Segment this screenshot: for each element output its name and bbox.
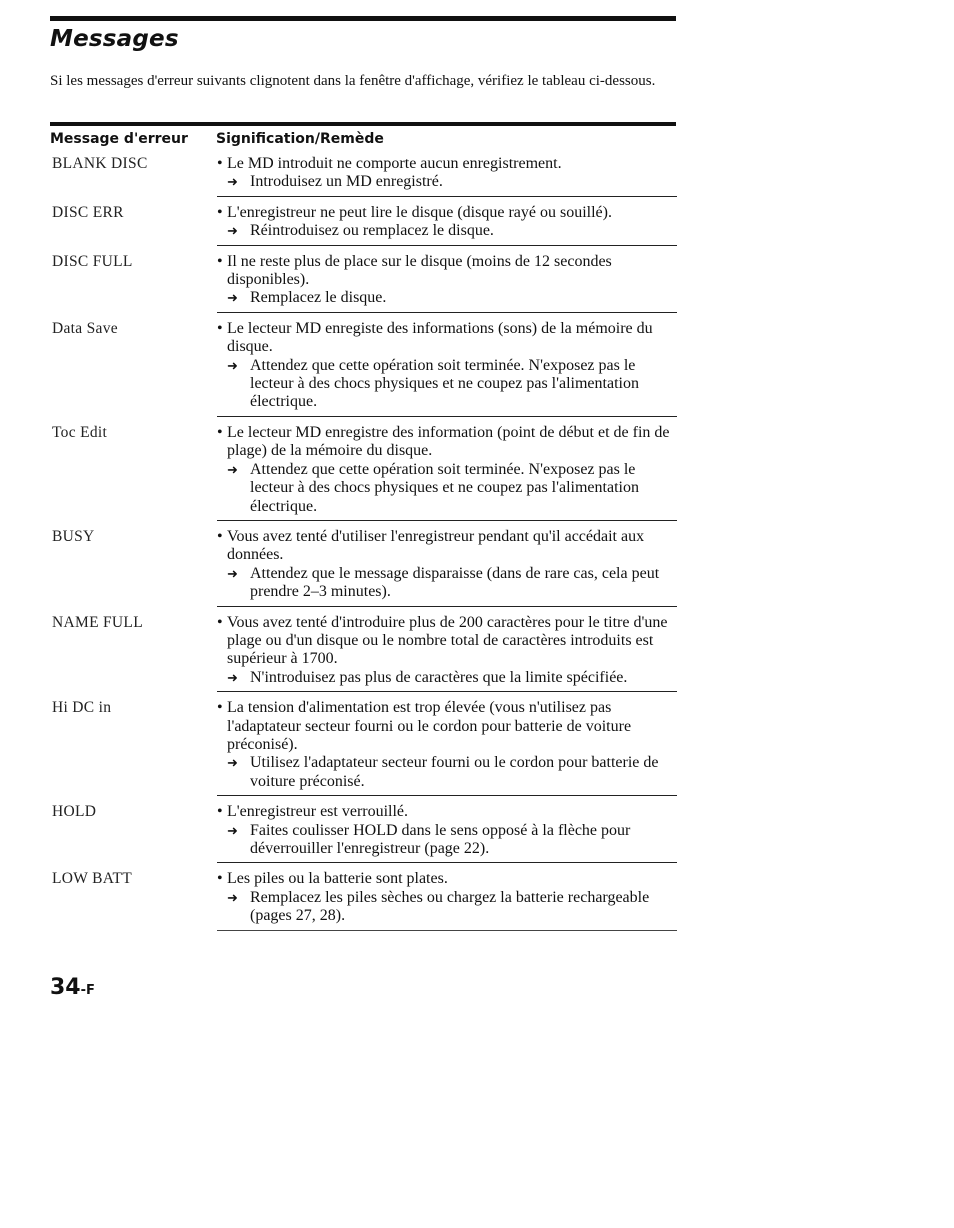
error-description [217, 155, 677, 197]
error-code: BUSY [52, 527, 95, 545]
page-title: Messages [50, 26, 179, 52]
table-row [50, 803, 676, 870]
error-description [217, 204, 677, 246]
cause-text: Vous avez tenté d'utiliser l'enregistreur pendant qu'il accédait aux données. [227, 527, 645, 564]
cause-text: Le MD introduit ne comporte aucun enregistrement. [227, 155, 562, 172]
table-row [50, 614, 676, 700]
arrow-right-icon: ➜ [227, 461, 238, 477]
table-row [50, 253, 676, 320]
error-description [217, 803, 677, 863]
remedy-text: Introduisez un MD enregistré. [250, 173, 443, 191]
error-description [217, 320, 677, 417]
error-code: DISC FULL [52, 252, 133, 270]
error-code: Data Save [52, 319, 118, 337]
error-code: Toc Edit [52, 423, 108, 441]
remedy-text: Réintroduisez ou remplacez le disque. [250, 222, 494, 240]
error-code: NAME FULL [52, 613, 143, 631]
bullet-icon: • [217, 252, 223, 270]
bullet-icon: • [217, 613, 223, 631]
column-header-meaning: Signification/Remède [216, 131, 384, 147]
error-description [217, 424, 677, 521]
cause-text: L'enregistreur est verrouillé. [227, 803, 409, 821]
error-code: DISC ERR [52, 203, 124, 221]
table-row [50, 870, 676, 937]
remedy-text: Remplacez les piles sèches ou chargez la batterie rechargeable (pages 27, 28). [250, 888, 650, 925]
arrow-right-icon: ➜ [227, 223, 238, 239]
table-row [50, 699, 676, 803]
table-row [50, 204, 676, 253]
cause-text: Vous avez tenté d'introduire plus de 200 caractères pour le titre d'une plage ou d'un disque ou le nombre total de caractères introduits est supérieur à 1700. [227, 613, 668, 668]
bullet-icon: • [217, 423, 223, 441]
error-code: LOW BATT [52, 870, 133, 888]
remedy-text: Utilisez l'adaptateur secteur fourni ou le cordon pour batterie de voiture préconisé. [250, 754, 659, 790]
bullet-icon: • [217, 319, 223, 337]
cause-text: Le lecteur MD enregiste des informations (sons) de la mémoire du disque. [227, 319, 653, 356]
remedy-text: Attendez que cette opération soit terminée. N'exposez pas le lecteur à des chocs physiques et ne coupez pas l'alimentation électrique. [250, 356, 639, 411]
error-description [217, 699, 677, 796]
arrow-right-icon: ➜ [227, 174, 238, 190]
bullet-icon: • [217, 203, 223, 221]
table-top-rule [50, 122, 676, 126]
error-description [217, 253, 677, 313]
table-row [50, 528, 676, 614]
bullet-icon: • [217, 527, 223, 545]
table-row [50, 320, 676, 424]
bullet-icon: • [217, 155, 223, 172]
cause-text: La tension d'alimentation est trop élevée (vous n'utilisez pas l'adaptateur secteur fourni ou le cordon pour batterie de voiture préconisé). [227, 699, 632, 753]
error-code: HOLD [52, 803, 97, 821]
cause-text: Il ne reste plus de place sur le disque (moins de 12 secondes disponibles). [227, 252, 612, 289]
arrow-right-icon: ➜ [227, 889, 238, 905]
cause-text: Les piles ou la batterie sont plates. [227, 870, 448, 888]
remedy-text: Faites coulisser HOLD dans le sens opposé à la flèche pour déverrouiller l'enregistreur (page 22). [250, 821, 631, 857]
remedy-text: Attendez que le message disparaisse (dans de rare cas, cela peut prendre 2–3 minutes). [250, 564, 660, 601]
bullet-icon: • [217, 870, 223, 888]
arrow-right-icon: ➜ [227, 755, 238, 771]
cause-text: Le lecteur MD enregistre des information (point de début et de fin de plage) de la mémoire du disque. [227, 423, 670, 460]
arrow-right-icon: ➜ [227, 669, 238, 685]
error-description [217, 870, 677, 930]
page-number: 34-F [50, 975, 95, 1000]
error-code: BLANK DISC [52, 155, 148, 172]
remedy-text: N'introduisez pas plus de caractères que la limite spécifiée. [250, 668, 628, 686]
remedy-text: Remplacez le disque. [250, 289, 387, 307]
intro-paragraph: Si les messages d'erreur suivants clignotent dans la fenêtre d'affichage, vérifiez le tableau ci-dessous. [50, 73, 656, 89]
arrow-right-icon: ➜ [227, 290, 238, 306]
page-language-suffix: -F [80, 983, 95, 998]
column-header-message: Message d'erreur [50, 131, 188, 147]
arrow-right-icon: ➜ [227, 822, 238, 838]
arrow-right-icon: ➜ [227, 357, 238, 373]
top-rule [50, 16, 676, 21]
table-row [50, 155, 676, 204]
table-row [50, 424, 676, 528]
remedy-text: Attendez que cette opération soit terminée. N'exposez pas le lecteur à des chocs physiques et ne coupez pas l'alimentation électrique. [250, 460, 639, 515]
bullet-icon: • [217, 803, 223, 821]
cause-text: L'enregistreur ne peut lire le disque (disque rayé ou souillé). [227, 203, 612, 221]
error-description [217, 528, 677, 607]
error-description [217, 614, 677, 693]
error-message-table [50, 155, 676, 938]
arrow-right-icon: ➜ [227, 565, 238, 581]
bullet-icon: • [217, 699, 223, 717]
error-code: Hi DC in [52, 699, 112, 717]
